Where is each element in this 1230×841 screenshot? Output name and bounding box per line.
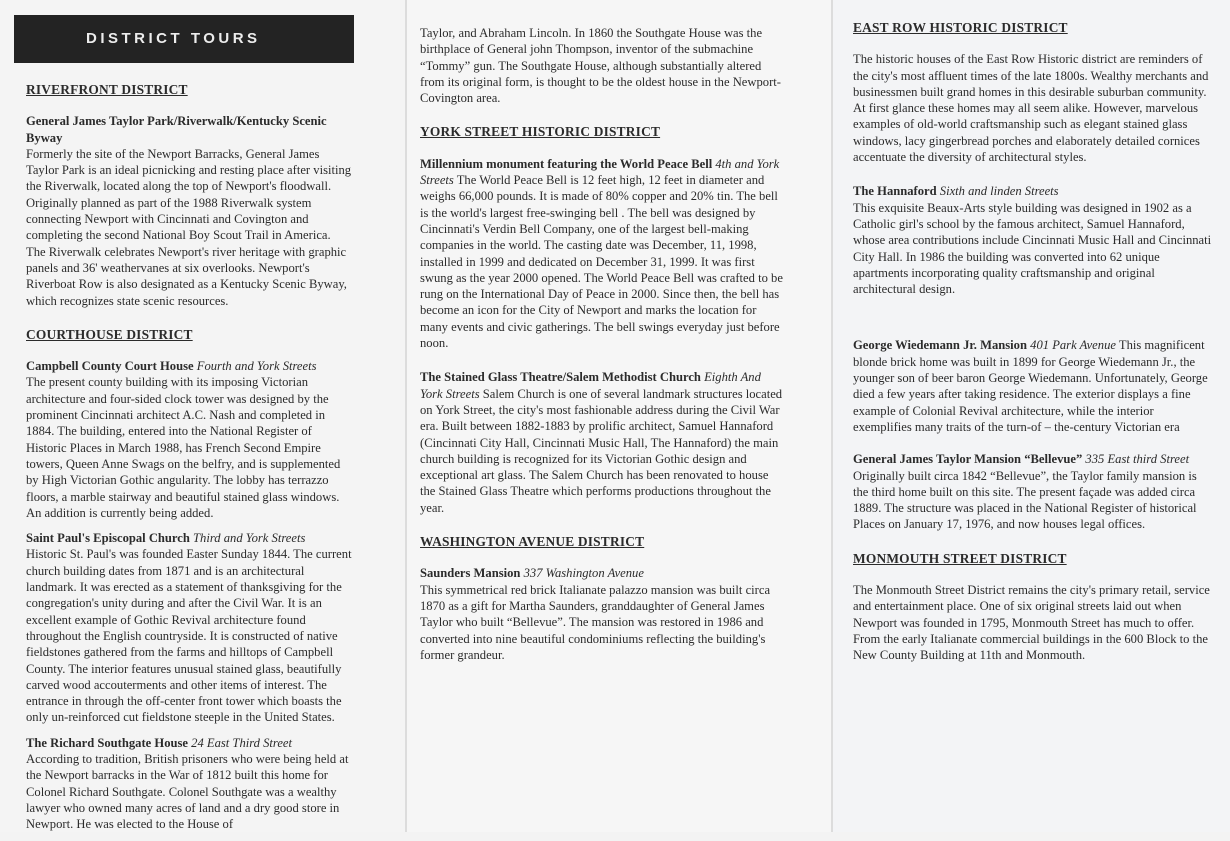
entry-location: 24 East Third Street [191, 735, 293, 750]
panel-fold [831, 0, 833, 832]
entry-description: Formerly the site of the Newport Barracks, General James Taylor Park is an ideal picnicking and resting place after visiting the Riverwalk, located along the top of Newport's floodwall. Originally planned as part of the 1988 Riverwalk system connecting Newport with Cincinnati and Covington and completing the second National Boy Scout Trail in America. The Riverwalk celebrates Newport's river heritage with graphic panels and 36' weathervanes at six overlooks. Newport's Riverboat Row is also designated as a Kentucky Scenic Byway, which recognizes state scenic resources. [26, 146, 352, 308]
entry-location: 401 Park Avenue [1030, 338, 1116, 353]
entry-court-house [26, 358, 352, 521]
entry-description: Historic St. Paul's was founded Easter Sunday 1844. The current church building dates from 1871 and is an architectural landmark. It was erected as a statement of thanksgiving for the congregation's unity during and after the Civil War. It is an excellent example of Gothic Revival architecture found throughout the English countryside. It is constructed of native fieldstones gathered from the farms and hilltops of Campbell County. The interior features unusual stained glass, beautifully carved wood accouterments and other items of interest. The entrance in through the off-center front tower which boasts the only un-reinforced cut fieldstone steeple in the United States. [26, 547, 352, 725]
entry-bellevue [853, 451, 1215, 532]
entry-location: Sixth and linden Streets [939, 184, 1059, 199]
district-description: The historic houses of the East Row Historic district are reminders of the city's most affluent times of the late 1800s. Wealthy merchants and businessmen built grand homes in this desirable suburban community. At first glance these homes may all seem alike. However, marvelous examples of old-world craftsmanship such as elegant stained glass windows, lacy gingerbread porches and elaborately detailed cornices accentuate the diversity of architectural styles. [853, 52, 1209, 165]
column-middle [420, 25, 785, 672]
entry-location: 4th and York Streets [420, 156, 780, 188]
entry-description: This symmetrical red brick Italianate palazzo mansion was built circa 1870 as a gift for Martha Saunders, granddaughter of General James Taylor who built “Bellevue”. The mansion was restored in 1986 and converted into nine beautiful condominiums reflecting the building's former grandeur. [420, 582, 771, 662]
entry-name: General James Taylor Mansion “Bellevue” [853, 452, 1083, 467]
panel-fold [405, 0, 407, 832]
district-title-riverfront: RIVERFRONT DISTRICT [26, 82, 188, 97]
entry-description: This magnificent blonde brick home was built in 1899 for George Wiedemann Jr., the younger son of beer baron George Wiedemann. Unfortunately, George died a few years after taking residence. The exterior displays a fine example of Colonial Revival architecture, while the interior exemplifies many traits of the turn-of – the-century Victorian era [853, 338, 1208, 434]
entry-name: The Richard Southgate House [26, 735, 188, 750]
entry-name: George Wiedemann Jr. Mansion [853, 338, 1027, 353]
district-title-courthouse: COURTHOUSE DISTRICT [26, 326, 193, 342]
entry-st-paul [26, 530, 352, 726]
entry-location: Third and York Streets [193, 531, 306, 546]
district-title-east-row: EAST ROW HISTORIC DISTRICT [853, 20, 1068, 35]
column-right [853, 20, 1215, 664]
entry-location: 337 Washington Avenue [523, 566, 644, 581]
entry-hannaford [853, 183, 1215, 297]
entry-location: Fourth and York Streets [196, 359, 317, 374]
entry-name: Saint Paul's Episcopal Church [26, 531, 190, 546]
southgate-continuation: Taylor, and Abraham Lincoln. In 1860 the Southgate House was the birthplace of General john Thompson, inventor of the submachine “Tommy” gun. The Southgate House, although substantially altered from its original form, is thought to be the oldest house in the Newport-Covington area. [420, 26, 781, 106]
entry-description: Originally built circa 1842 “Bellevue”, the Taylor family mansion is the third home built on this site. The present façade was added circa 1889. The structure was placed in the National Register of historical Places on January 17, 1976, and now houses legal offices. [853, 468, 1197, 532]
entry-location: Eighth And York Streets [420, 370, 761, 401]
entry-description: According to tradition, British prisoners who were being held at the Newport barracks in the War of 1812 built this home for Colonel Richard Southgate. Colonel Southgate was a wealthy lawyer who owned many acres of land and a dry good store in Newport. He was elected to the House of [26, 751, 349, 832]
entry-stained-glass-theatre [420, 369, 785, 516]
entry-wiedemann-mansion [853, 337, 1215, 435]
district-title-washington-avenue: WASHINGTON AVENUE DISTRICT [420, 534, 645, 550]
entry-description: The World Peace Bell is 12 feet high, 12 feet in diameter and weighs 66,000 pounds. It is made of 80% copper and 20% tin. The bell is the world's largest free-swinging bell . The bell was designed by Cincinnati's Verdin Bell Company, one of the largest bell-making companies in the world. The casting date was December, 11, 1998, installed in 1999 and dedicated on December 31, 1999. It was first swung as the year 2000 opened. The World Peace Bell was crafted to be rung on the International Day of Peace in 2000. Since then, the bell has become an icon for the City of Newport and marks the location for many events and civic gatherings. The bell swings everyday just before noon. [420, 173, 783, 351]
district-tours-banner: DISTRICT TOURS [14, 15, 354, 63]
entry-name: The Hannaford [853, 184, 937, 199]
entry-southgate-house [26, 735, 352, 833]
entry-description: The present county building with its imposing Victorian architecture and four-sided clock tower was designed by the prominent Cincinnati architect A.C. Nash and completed in 1884. The building, entered into the National Register of Historic Places in March 1988, has French Second Empire towers, Queen Anne Swags on the belfry, and is supplemented by High Victorian Gothic angularity. The lobby has terrazzo floors, a marble stairway and beautiful stained glass windows. An addition is currently being added. [26, 375, 341, 520]
entry-description: Salem Church is one of several landmark structures located on York Street, the city's most fashionable address during the Civil War era. Built between 1882-1883 by prolific architect, Samuel Hannaford (Cincinnati City Hall, Cincinnati Music Hall, The Hannaford) the main church building is recognized for its Victorian Gothic design and exceptional art glass. The Salem Church has been renovated to house the Stained Glass Theatre which performs productions throughout the year. [420, 386, 783, 515]
entry-saunders-mansion [420, 565, 785, 663]
entry-name: Campbell County Court House [26, 359, 194, 374]
column-left [26, 82, 352, 841]
entry-name: Millennium monument featuring the World Peace Bell [420, 156, 713, 171]
entry-description: This exquisite Beaux-Arts style building was designed in 1902 as a Catholic girl's school by the famous architect, Samuel Hannaford, whose area contributions include Cincinnati Music Hall and Cincinnati City Hall. In 1986 the building was converted into 62 unique apartments incorporating quality craftsmanship and original architectural design. [853, 200, 1212, 297]
entry-name: The Stained Glass Theatre/Salem Methodist Church [420, 370, 701, 385]
entry-location: 335 East third Street [1085, 452, 1190, 467]
entry-taylor-park [26, 113, 352, 309]
district-title-york-street: YORK STREET HISTORIC DISTRICT [420, 124, 661, 140]
entry-name: Saunders Mansion [420, 566, 521, 581]
entry-world-peace-bell [420, 156, 785, 352]
district-title-monmouth-street: MONMOUTH STREET DISTRICT [853, 550, 1067, 566]
entry-name: General James Taylor Park/Riverwalk/Kentucky Scenic Byway [26, 114, 327, 145]
district-description: The Monmouth Street District remains the city's primary retail, service and entertainment place. One of six original streets laid out when Newport was founded in 1795, Monmouth Street has much to offer. From the early Italianate commercial buildings in the 600 Block to the New County Building at 11th and Monmouth. [853, 583, 1210, 663]
